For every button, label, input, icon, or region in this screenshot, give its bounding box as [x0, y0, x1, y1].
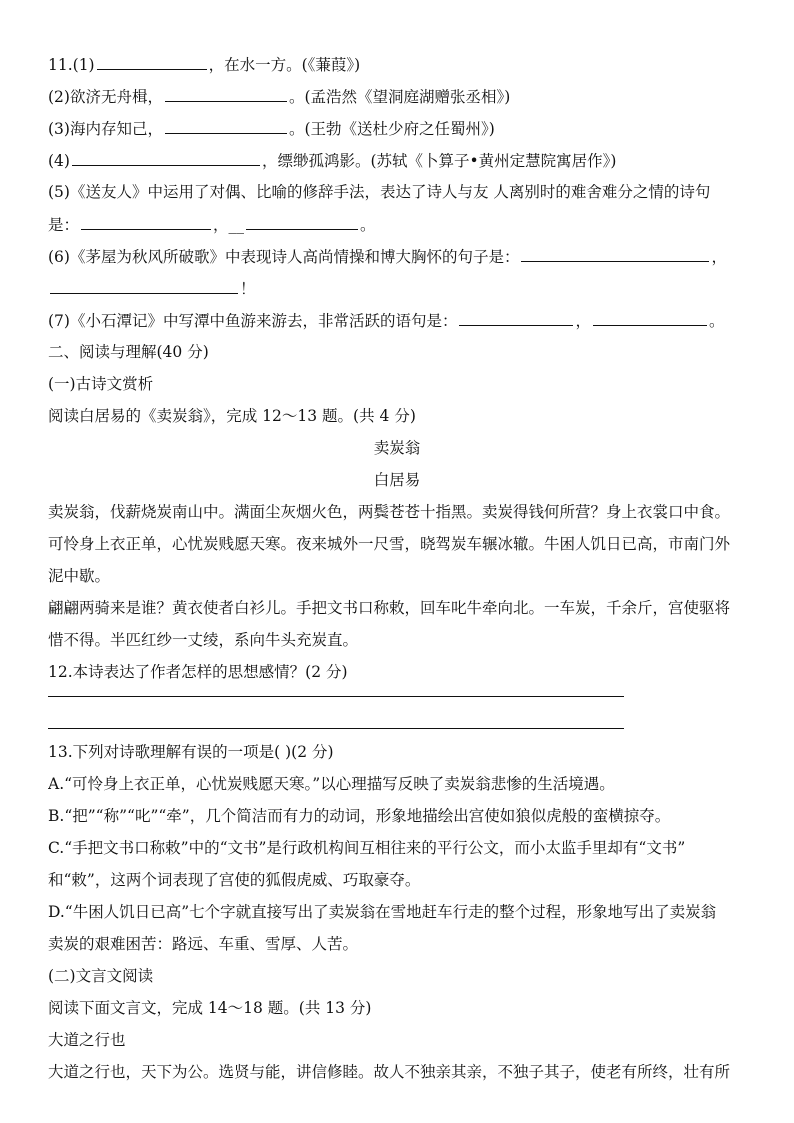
answer-blank[interactable] — [97, 52, 207, 70]
answer-blank[interactable] — [81, 212, 211, 230]
q11-part4-label: (4) — [48, 152, 70, 170]
q11-part7-end: 。 — [708, 312, 725, 330]
answer-blank[interactable] — [246, 212, 358, 230]
q11-part1-label: 11.(1) — [48, 56, 95, 74]
option-c: C.“手把文书口称敕”中的“文书”是行政机构间互相往来的平行公文，而小太监手里却有“文书” — [48, 839, 686, 857]
q11-part6-text: (6)《茅屋为秋风所破歌》中表现诗人高尚情操和博大胸怀的句子是： — [48, 248, 520, 266]
question-13: 13.下列对诗歌理解有误的一项是( )(2 分) — [48, 743, 334, 761]
q11-part7-text: (7)《小石潭记》中写潭中鱼游来游去，非常活跃的语句是： — [48, 312, 458, 330]
prose-intro: 阅读下面文言文，完成 14～18 题。(共 13 分) — [48, 999, 372, 1017]
poem-intro: 阅读白居易的《卖炭翁》，完成 12～13 题。(共 4 分) — [48, 407, 416, 425]
answer-line[interactable] — [48, 696, 624, 697]
q11-part4 — [48, 148, 760, 172]
poem-title: 卖炭翁 — [373, 439, 421, 457]
q11-part2 — [48, 84, 760, 108]
section2-sub2: (二)文言文阅读 — [48, 967, 154, 985]
q11-part3-text: (3)海内存知己， — [48, 120, 163, 138]
q11-part5-line1: (5)《送友人》中运用了对偶、比喻的修辞手法，表达了诗人与友 人离别时的难舍难分之情的诗句 — [48, 183, 711, 201]
answer-blank[interactable] — [72, 148, 260, 166]
q11-part5-line2 — [48, 212, 760, 236]
answer-line[interactable] — [48, 728, 624, 729]
q11-part2-source: 。(孟浩然《望洞庭湖赠张丞相》) — [288, 88, 511, 106]
answer-blank[interactable] — [165, 84, 287, 102]
q11-part6-end: ！ — [240, 280, 256, 298]
poem-author: 白居易 — [373, 471, 421, 489]
poem-line: 泥中歇。 — [48, 567, 111, 585]
prose-line: 大道之行也，天下为公。选贤与能，讲信修睦。故人不独亲其亲，不独子其子，使老有所终，壮有所 — [48, 1063, 731, 1081]
q11-part3 — [48, 116, 760, 140]
q11-part5-end: 。 — [360, 216, 376, 234]
answer-blank[interactable] — [50, 276, 238, 294]
q11-part6-line2 — [48, 276, 760, 300]
answer-blank[interactable] — [521, 244, 709, 262]
q11-part5-separator: ，__ — [213, 216, 245, 234]
poem-line: 惜不得。半匹红纱一丈绫，系向牛头充炭直。 — [48, 631, 359, 649]
q11-part7 — [48, 308, 760, 332]
answer-blank[interactable] — [165, 116, 287, 134]
q11-part5-label: 是： — [48, 216, 80, 234]
section2-title: 二、阅读与理解(40 分) — [48, 343, 209, 361]
q11-part4-text: ，缥缈孤鸿影。(苏轼《卜算子•黄州定慧院寓居作》) — [261, 152, 617, 170]
q11-part1-text: ，在水一方。(《蒹葭》) — [208, 56, 361, 74]
q11-part7-separator: ， — [575, 312, 591, 330]
answer-blank[interactable] — [459, 308, 573, 326]
option-c-cont: 和“敕”，这两个词表现了宫使的狐假虎威、巧取豪夺。 — [48, 871, 421, 889]
q11-part6-line1 — [48, 244, 760, 268]
question-12: 12.本诗表达了作者怎样的思想感情？(2 分) — [48, 663, 348, 681]
q11-part3-source: 。(王勃《送杜少府之任蜀州》) — [288, 120, 495, 138]
q11-part6-separator: ， — [711, 248, 727, 266]
q11-part2-text: (2)欲济无舟楫， — [48, 88, 163, 106]
option-d: D.“牛困人饥日已高”七个字就直接写出了卖炭翁在雪地赶车行走的整个过程，形象地写出了卖炭翁 — [48, 903, 717, 921]
option-d-cont: 卖炭的艰难困苦：路远、车重、雪厚、人苦。 — [48, 935, 359, 953]
prose-title: 大道之行也 — [48, 1031, 126, 1049]
poem-line: 翩翩两骑来是谁？黄衣使者白衫儿。手把文书口称敕，回车叱牛牵向北。一车炭，千余斤，宫使驱将 — [48, 599, 731, 617]
option-a: A.“可怜身上衣正单，心忧炭贱愿天寒。”以心理描写反映了卖炭翁悲惨的生活境遇。 — [48, 775, 615, 793]
answer-blank[interactable] — [593, 308, 707, 326]
poem-line: 卖炭翁，伐薪烧炭南山中。满面尘灰烟火色，两鬓苍苍十指黑。卖炭得钱何所营？身上衣裳口中食。 — [48, 503, 731, 521]
q11-part1 — [48, 52, 760, 76]
section2-sub1: (一)古诗文赏析 — [48, 375, 154, 393]
poem-line: 可怜身上衣正单，心忧炭贱愿天寒。夜来城外一尺雪，晓驾炭车辗冰辙。牛困人饥日已高，市南门外 — [48, 535, 731, 553]
option-b: B.“把”“称”“叱”“牵”，几个简洁而有力的动词，形象地描绘出宫使如狼似虎般的蛮横掠夺。 — [48, 807, 671, 825]
